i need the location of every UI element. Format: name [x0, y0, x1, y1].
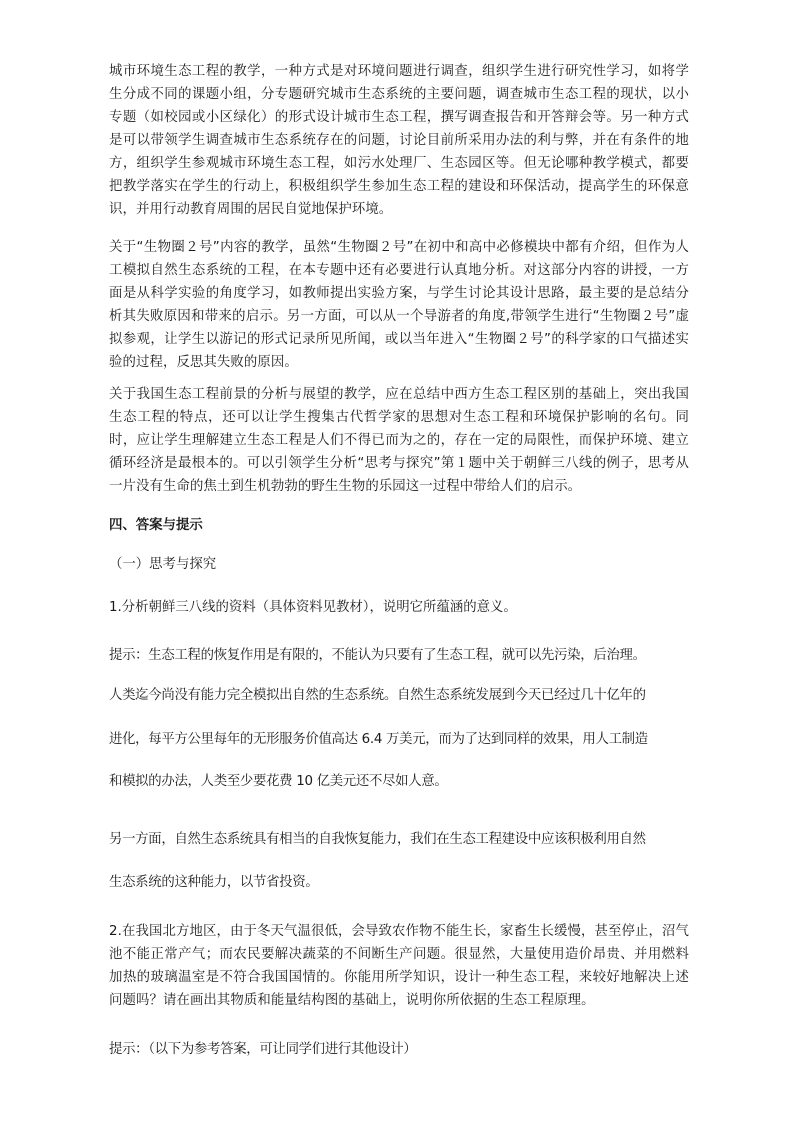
hint-1-line-4: 和模拟的办法，人类至少要花费 10 亿美元还不尽如人意。 [109, 774, 448, 789]
hint-1-line-2: 人类迄今尚没有能力完全模拟出自然的生态系统。自然生态系统发展到今天已经过几十亿年的 [109, 688, 646, 703]
paragraph-urban-ecology-teaching: 城市环境生态工程的教学，一种方式是对环境问题进行调查，组织学生进行研究性学习，如将学生分成不同的课题小组，分专题研究城市生态系统的主要问题，调查城市生态工程的现状，以小专题（如校园或小区绿化）的形式设计城市生态工程，撰写调查报告和开答辩会等。另一种方式是可以带领学生调查城市生态系统存在的问题，讨论目前所采用办法的利与弊，并在有条件的地方，组织学生参观城市环境生态工程，如污水处理厂、生态园区等。但无论哪种教学模式，都要把教学落实在学生的行动上，积极组织学生参加生态工程的建设和环保活动，提高学生的环保意识，并用行动教育周围的居民自觉地保护环境。 [109, 64, 689, 217]
hint-2: 提示：（以下为参考答案，可让同学们进行其他设计） [109, 1042, 417, 1057]
hint-1-line-6: 生态系统的这种能力，以节省投资。 [109, 875, 319, 890]
hint-1-line-5: 另一方面，自然生态系统具有相当的自我恢复能力，我们在生态工程建设中应该积极利用自然 [109, 832, 646, 847]
subsection-heading-thinking: （一）思考与探究 [109, 557, 217, 572]
paragraph-biosphere-2-teaching: 关于“生物圈２号”内容的教学，虽然“生物圈２号”在初中和高中必修模块中都有介绍，但作为人工模拟自然生态系统的工程，在本专题中还有必要进行认真地分析。对这部分内容的讲授，一方面是从科学实验的角度学习，如教师提出实验方案，与学生讨论其设计思路，最主要的是总结分析其失败原因和带来的启示。另一方面，可以从一个导游者的角度,带领学生进行“生物圈２号”虚拟参观，让学生以游记的形式记录所见所闻，或以当年进入“生物圈２号”的科学家的口气描述实验的过程，反思其失败的原因。 [109, 240, 689, 370]
paragraph-china-ecology-prospects: 关于我国生态工程前景的分析与展望的教学，应在总结中西方生态工程区别的基础上，突出我国生态工程的特点，还可以让学生搜集古代哲学家的思想对生态工程和环境保护影响的名句。同时，应让学生理解建立生态工程是人们不得已而为之的，存在一定的局限性，而保护环境、建立循环经济是最根本的。可以引领学生分析“思考与探究”第１题中关于朝鲜三八线的例子，思考从一片没有生命的焦土到生机勃勃的野生生物的乐园这一过程中带给人们的启示。 [109, 387, 689, 494]
question-2: 2.在我国北方地区，由于冬天气温很低，会导致农作物不能生长，家畜生长缓慢，甚至停止，沼气池不能正常产气；而农民要解决蔬菜的不间断生产问题。很显然，大量使用造价昂贵、并用燃料加热的玻璃温室是不符合我国国情的。你能用所学知识，设计一种生态工程，来较好地解决上述问题吗？请在画出其物质和能量结构图的基础上，说明你所依据的生态工程原理。 [109, 924, 689, 1008]
question-1: 1.分析朝鲜三八线的资料（具体资料见教材），说明它所蕴涵的意义。 [109, 600, 517, 615]
hint-1-line-3: 进化，每平方公里每年的无形服务价值高达 6.4 万美元，而为了达到同样的效果，用人工制造 [109, 732, 648, 747]
hint-1-line-1: 提示：生态工程的恢复作用是有限的，不能认为只要有了生态工程，就可以先污染，后治理。 [109, 648, 646, 663]
section-heading-answers: 四、答案与提示 [109, 518, 203, 533]
